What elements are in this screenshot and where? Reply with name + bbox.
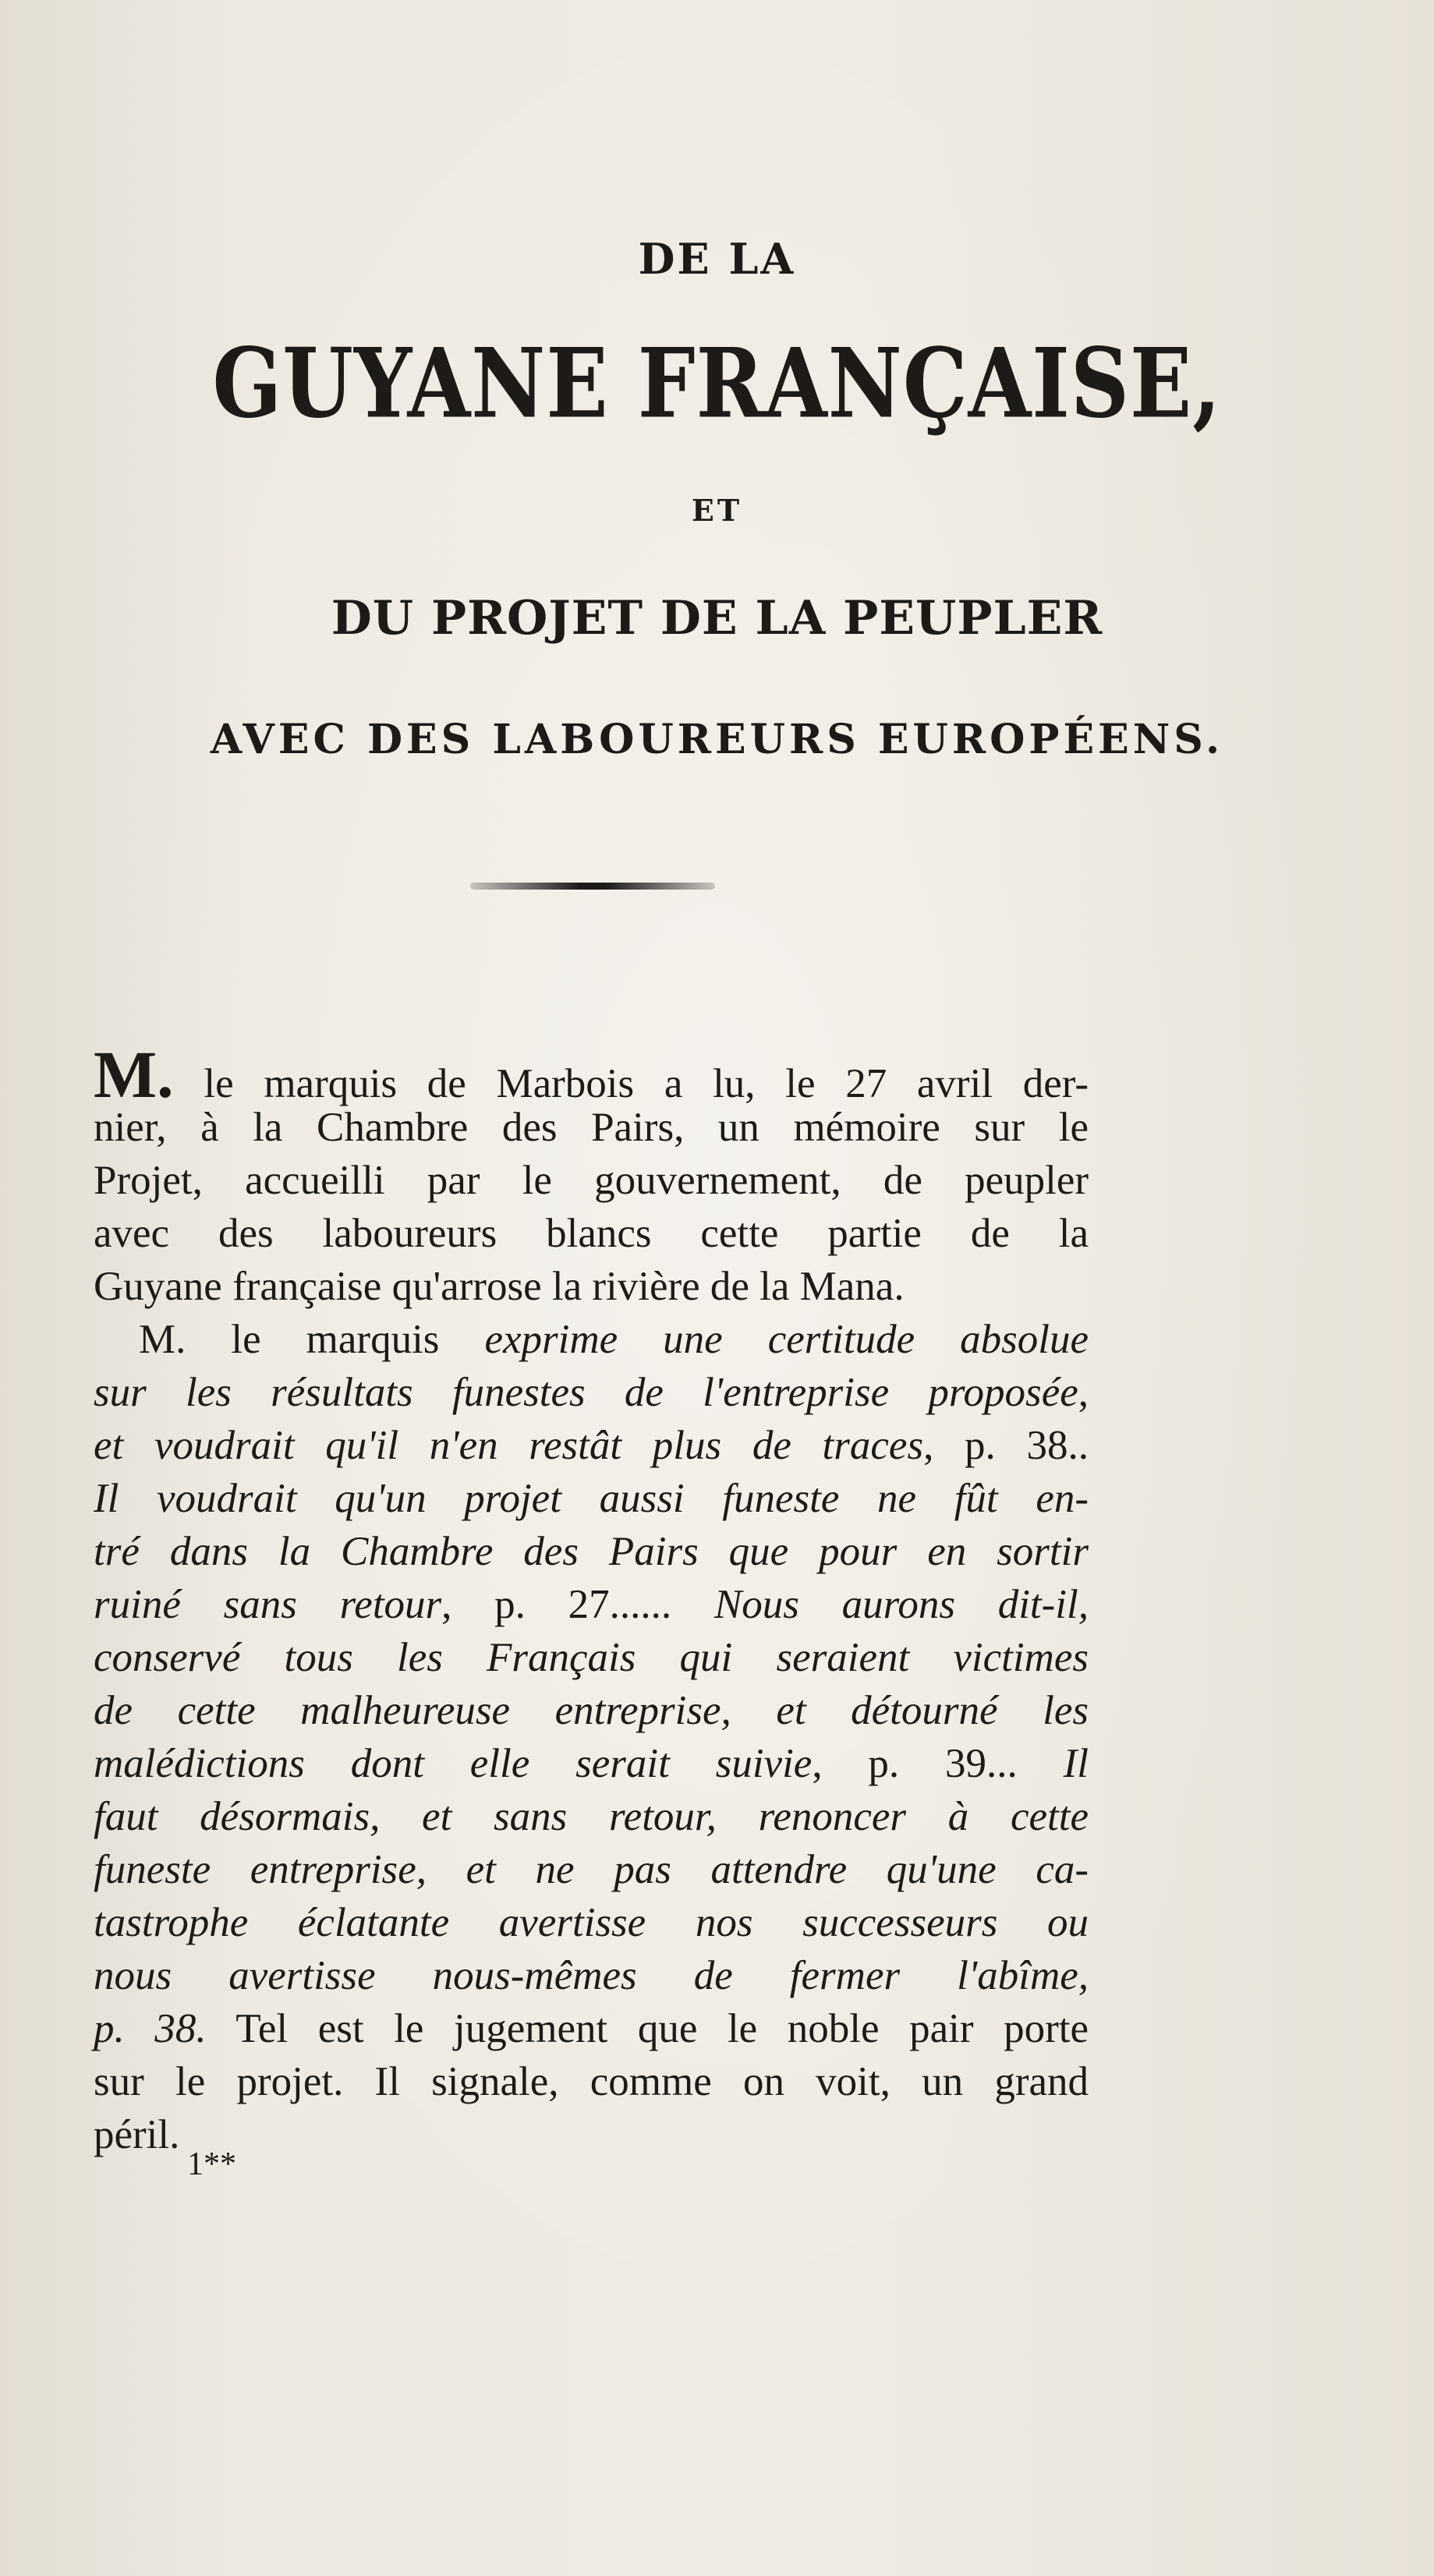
text-line: de cette malheureuse entreprise, et détourné les: [94, 1688, 1089, 1733]
title-line-projet: DU PROJET DE LA PEUPLER: [331, 591, 1103, 646]
body-text: [94, 1037, 1089, 2161]
text-line: M. le marquis de Marbois a lu, le 27 avril der-: [94, 1037, 1089, 1112]
text-line: tré dans la Chambre des Pairs que pour en sortir: [94, 1529, 1089, 1574]
text-line: Il voudrait qu'un projet aussi funeste ne fût en-: [94, 1476, 1089, 1521]
initial-m: M.: [94, 1037, 174, 1112]
text-line: malédictions dont elle serait suivie, p. 39... Il: [94, 1741, 1089, 1786]
title-line-et: ET: [691, 493, 743, 528]
text-line: et voudrait qu'il n'en restât plus de traces, p. 38..: [94, 1423, 1089, 1468]
text-line: funeste entreprise, et ne pas attendre qu'une ca-: [94, 1847, 1089, 1892]
title-line-de-la: DE LA: [638, 234, 796, 284]
text-line: faut désormais, et sans retour, renoncer à cette: [94, 1794, 1089, 1839]
text-line: ruiné sans retour, p. 27...... Nous aurons dit-il,: [94, 1582, 1089, 1627]
text-line: péril.: [94, 2112, 180, 2157]
text-line: nier, à la Chambre des Pairs, un mémoire sur le: [94, 1105, 1089, 1150]
text-line: p. 38. Tel est le jugement que le noble pair porte: [94, 2006, 1089, 2051]
title-line-laboureurs: AVEC DES LABOUREURS EUROPÉENS.: [210, 716, 1224, 763]
text-line: sur le projet. Il signale, comme on voit, un grand: [94, 2059, 1089, 2104]
ornamental-rule: [470, 883, 715, 890]
text-line: conservé tous les Français qui seraient victimes: [94, 1635, 1089, 1680]
signature-mark: 1**: [187, 2146, 236, 2182]
text-line: sur les résultats funestes de l'entreprise proposée,: [94, 1370, 1089, 1415]
title-main: GUYANE FRANÇAISE,: [212, 326, 1222, 441]
text-line: Guyane française qu'arrose la rivière de la Mana.: [94, 1264, 905, 1309]
text-line: M. le marquis exprime une certitude absolue: [139, 1317, 1089, 1362]
text-line: tastrophe éclatante avertisse nos successeurs ou: [94, 1900, 1089, 1945]
text-line: Projet, accueilli par le gouvernement, de peupler: [94, 1158, 1089, 1203]
text-line: nous avertisse nous-mêmes de fermer l'abîme,: [94, 1953, 1089, 1998]
text-line: avec des laboureurs blancs cette partie de la: [94, 1211, 1089, 1256]
